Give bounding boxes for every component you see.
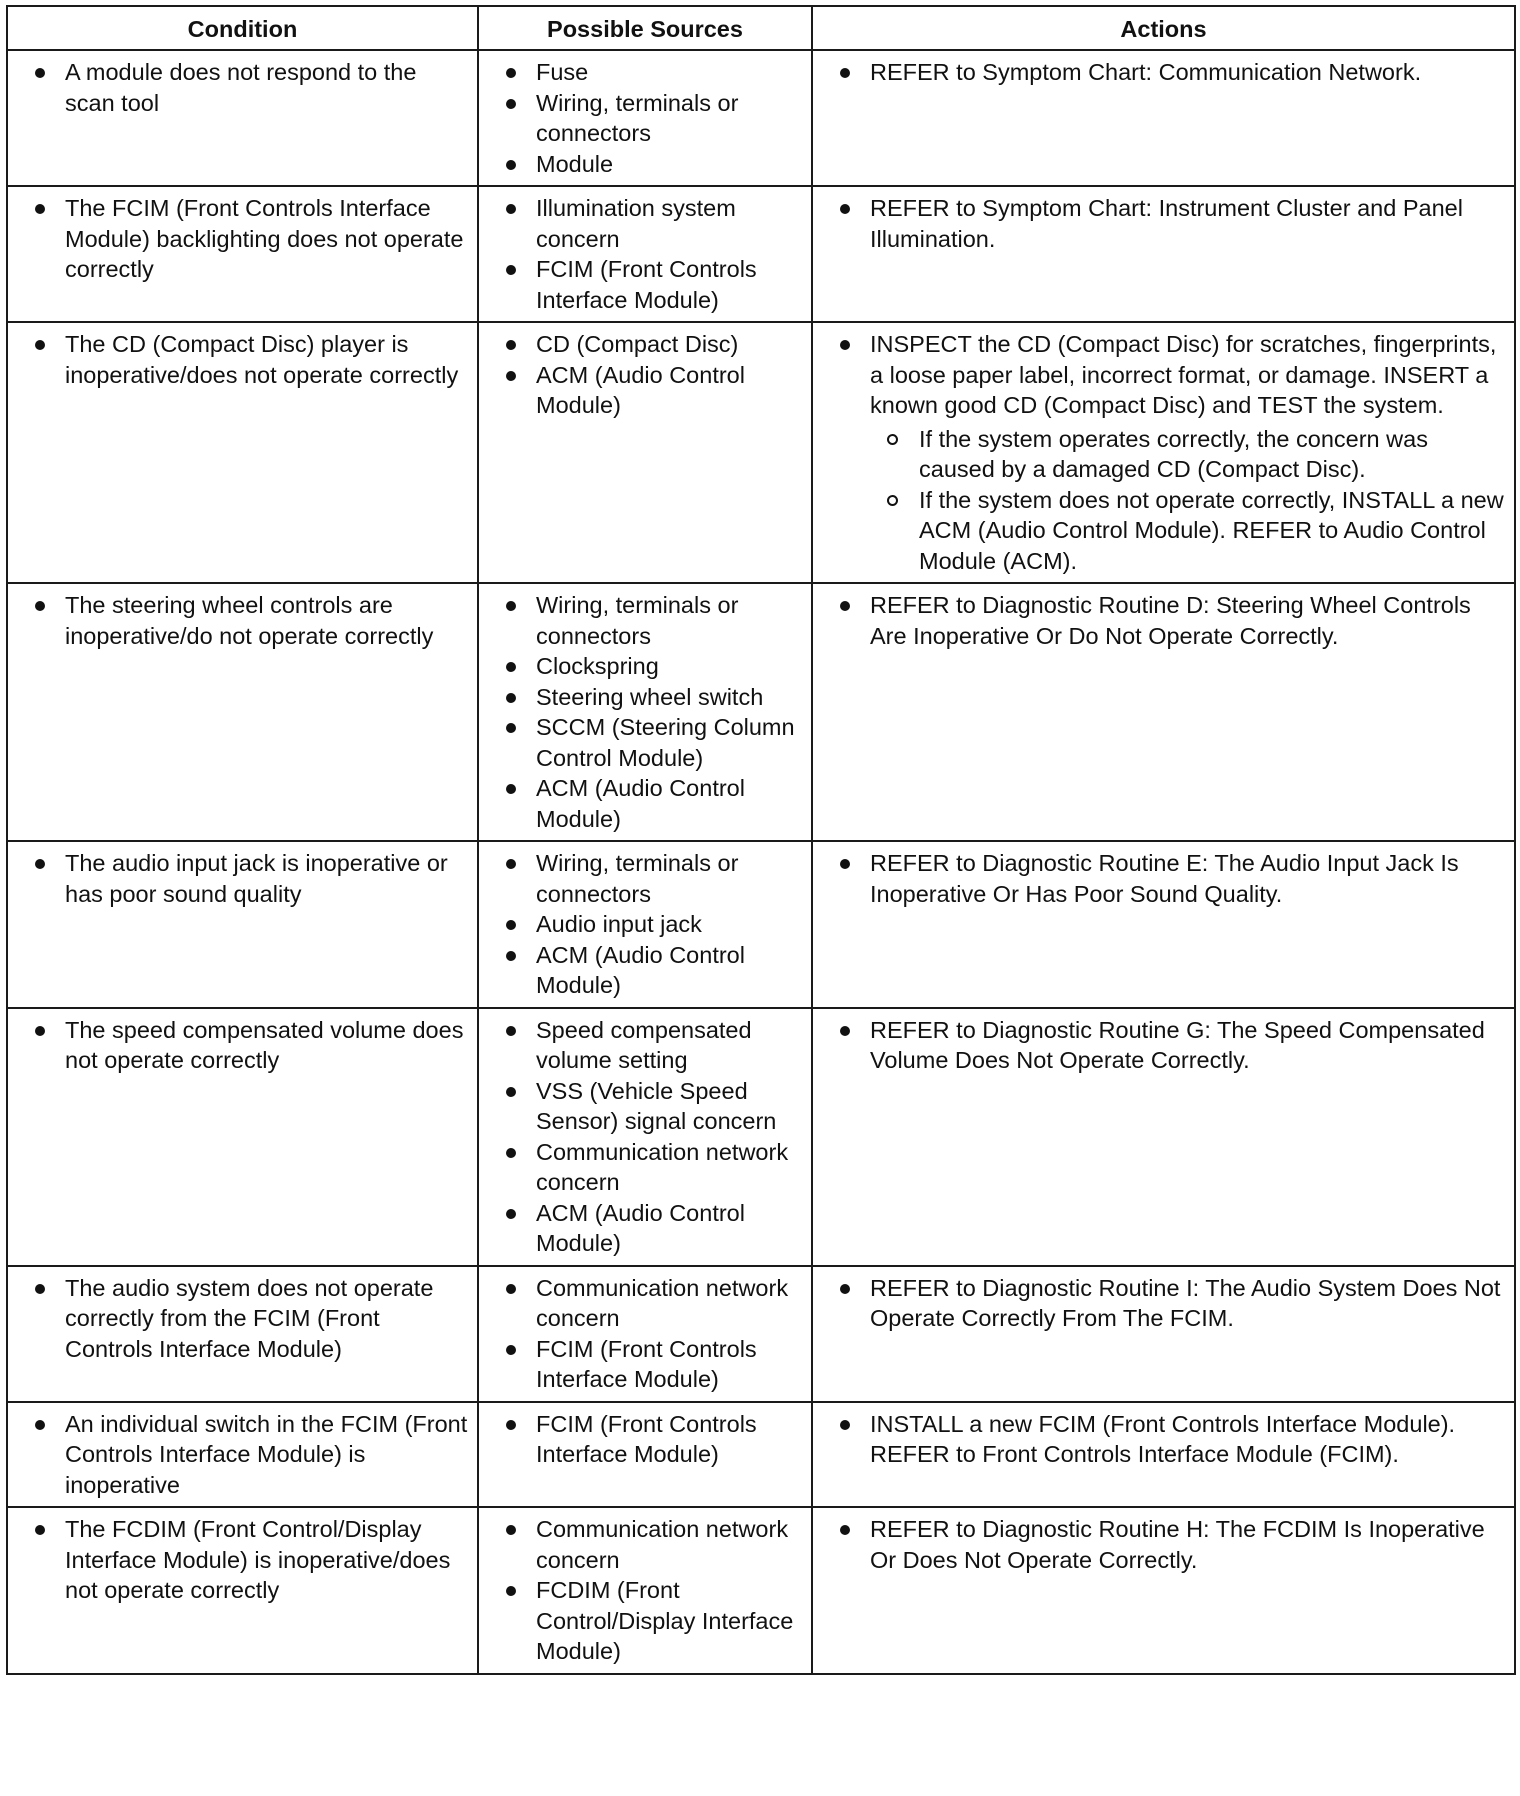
source-item: Module [479, 149, 803, 180]
actions-cell [812, 1507, 1515, 1674]
table-row [7, 1507, 1515, 1674]
source-item: FCDIM (Front Control/Display Interface Module) [479, 1575, 803, 1667]
actions-cell [812, 841, 1515, 1008]
source-item: ACM (Audio Control Module) [479, 360, 803, 421]
action-item [813, 1514, 1506, 1575]
condition-text: The audio input jack is inoperative or has poor sound quality [8, 848, 469, 909]
possible-sources-header: Possible Sources [478, 6, 812, 50]
source-item: Wiring, terminals or connectors [479, 848, 803, 909]
possible-sources-cell [478, 322, 812, 583]
action-item [813, 590, 1506, 651]
symptom-chart-sheet [6, 5, 1514, 1675]
condition-text: The FCIM (Front Controls Interface Module) backlighting does not operate correctly [8, 193, 469, 285]
action-item [813, 1409, 1506, 1470]
source-item: Wiring, terminals or connectors [479, 590, 803, 651]
condition-cell [7, 583, 478, 841]
action-item [813, 1273, 1506, 1334]
condition-cell [7, 1266, 478, 1402]
table-row [7, 1008, 1515, 1266]
condition-cell [7, 1402, 478, 1508]
actions-cell [812, 50, 1515, 186]
action-item [813, 848, 1506, 909]
action-text: REFER to Diagnostic Routine G: The Speed Compensated Volume Does Not Operate Correctly. [870, 1016, 1485, 1073]
condition-text: The steering wheel controls are inoperative/do not operate correctly [8, 590, 469, 651]
sub-action-item: If the system operates correctly, the concern was caused by a damaged CD (Compact Disc). [870, 424, 1506, 485]
action-text: REFER to Diagnostic Routine D: Steering Wheel Controls Are Inoperative Or Do Not Operate Correctly. [870, 592, 1471, 649]
action-item [813, 329, 1506, 576]
table-row [7, 186, 1515, 322]
action-text: REFER to Diagnostic Routine E: The Audio Input Jack Is Inoperative Or Has Poor Sound Quality. [870, 850, 1459, 907]
possible-sources-cell [478, 186, 812, 322]
table-row [7, 1402, 1515, 1508]
source-item: Illumination system concern [479, 193, 803, 254]
condition-text: The CD (Compact Disc) player is inoperative/does not operate correctly [8, 329, 469, 390]
action-item [813, 1015, 1506, 1076]
condition-text: The audio system does not operate correctly from the FCIM (Front Controls Interface Module) [8, 1273, 469, 1365]
source-item: FCIM (Front Controls Interface Module) [479, 254, 803, 315]
actions-cell [812, 186, 1515, 322]
actions-cell [812, 1402, 1515, 1508]
source-item: Audio input jack [479, 909, 803, 940]
table-row [7, 322, 1515, 583]
action-text: INSTALL a new FCIM (Front Controls Interface Module). REFER to Front Controls Interface Module (FCIM). [870, 1410, 1456, 1467]
source-item: Communication network concern [479, 1273, 803, 1334]
action-text: REFER to Symptom Chart: Instrument Cluster and Panel Illumination. [870, 195, 1463, 252]
source-item: Clockspring [479, 651, 803, 682]
source-item: FCIM (Front Controls Interface Module) [479, 1334, 803, 1395]
source-item: Speed compensated volume setting [479, 1015, 803, 1076]
condition-cell [7, 186, 478, 322]
source-item: Communication network concern [479, 1137, 803, 1198]
symptom-chart-table [6, 5, 1516, 1675]
condition-text: An individual switch in the FCIM (Front Controls Interface Module) is inoperative [8, 1409, 469, 1501]
condition-cell [7, 1507, 478, 1674]
condition-cell [7, 322, 478, 583]
possible-sources-cell [478, 1507, 812, 1674]
actions-cell [812, 1266, 1515, 1402]
symptom-rows [7, 50, 1515, 1674]
action-item [813, 193, 1506, 254]
table-row [7, 1266, 1515, 1402]
action-text: REFER to Diagnostic Routine I: The Audio System Does Not Operate Correctly From The FCIM. [870, 1274, 1501, 1331]
condition-text: A module does not respond to the scan tool [8, 57, 469, 118]
possible-sources-cell [478, 1402, 812, 1508]
source-item: Steering wheel switch [479, 682, 803, 713]
actions-cell [812, 1008, 1515, 1266]
condition-cell [7, 1008, 478, 1266]
actions-cell [812, 583, 1515, 841]
possible-sources-cell [478, 1008, 812, 1266]
actions-cell [812, 322, 1515, 583]
source-item: VSS (Vehicle Speed Sensor) signal concern [479, 1076, 803, 1137]
actions-header: Actions [812, 6, 1515, 50]
source-item: CD (Compact Disc) [479, 329, 803, 360]
condition-cell [7, 50, 478, 186]
source-item: FCIM (Front Controls Interface Module) [479, 1409, 803, 1470]
source-item: Wiring, terminals or connectors [479, 88, 803, 149]
table-row [7, 841, 1515, 1008]
source-item: ACM (Audio Control Module) [479, 773, 803, 834]
possible-sources-cell [478, 1266, 812, 1402]
condition-text: The speed compensated volume does not operate correctly [8, 1015, 469, 1076]
action-text: REFER to Symptom Chart: Communication Network. [870, 59, 1422, 85]
table-row [7, 583, 1515, 841]
source-item: SCCM (Steering Column Control Module) [479, 712, 803, 773]
source-item: ACM (Audio Control Module) [479, 1198, 803, 1259]
possible-sources-cell [478, 841, 812, 1008]
source-item: ACM (Audio Control Module) [479, 940, 803, 1001]
action-item [813, 57, 1506, 88]
possible-sources-cell [478, 50, 812, 186]
source-item: Fuse [479, 57, 803, 88]
condition-text: The FCDIM (Front Control/Display Interface Module) is inoperative/does not operate correctly [8, 1514, 469, 1606]
source-item: Communication network concern [479, 1514, 803, 1575]
possible-sources-cell [478, 583, 812, 841]
condition-cell [7, 841, 478, 1008]
action-text: INSPECT the CD (Compact Disc) for scratches, fingerprints, a loose paper label, incorrect format, or damage. INSERT a known good CD (Compact Disc) and TEST the system. [870, 331, 1497, 418]
sub-action-item: If the system does not operate correctly, INSTALL a new ACM (Audio Control Module). REFER to Audio Control Module (ACM). [870, 485, 1506, 577]
action-text: REFER to Diagnostic Routine H: The FCDIM Is Inoperative Or Does Not Operate Correctly. [870, 1516, 1485, 1573]
condition-header: Condition [7, 6, 478, 50]
table-row [7, 50, 1515, 186]
header-row [7, 6, 1515, 50]
